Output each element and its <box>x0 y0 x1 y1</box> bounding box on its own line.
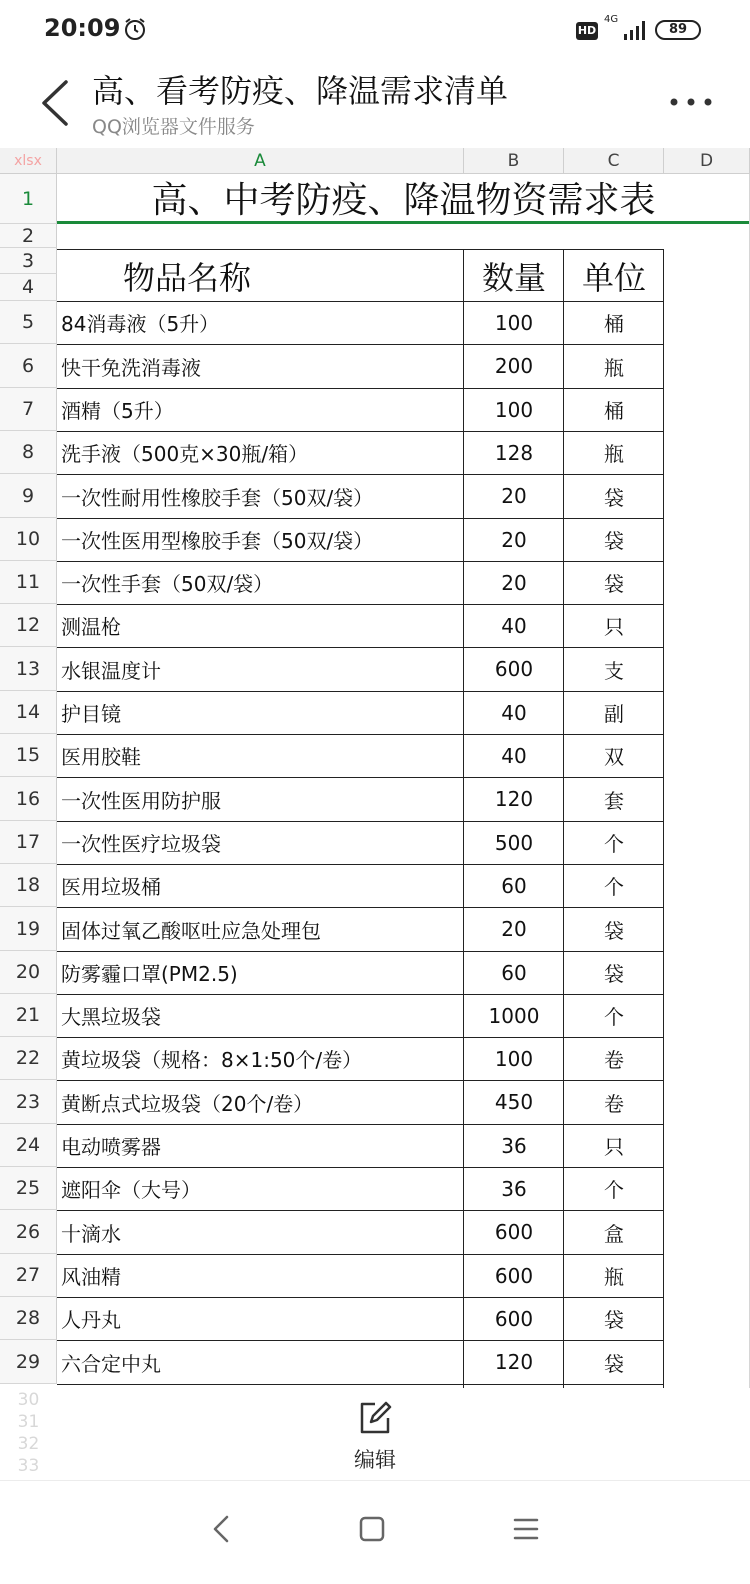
item-name-cell[interactable]: 洗手液（500克×30瓶/箱） <box>61 442 309 466</box>
faded-row-number: 33 <box>17 1456 40 1476</box>
unit-cell[interactable]: 只 <box>604 1135 624 1159</box>
row-header[interactable]: 11 <box>0 561 57 604</box>
quantity-cell[interactable]: 600 <box>494 1220 534 1244</box>
unit-cell[interactable]: 瓶 <box>604 355 624 380</box>
quantity-cell[interactable]: 200 <box>494 354 534 378</box>
quantity-cell[interactable]: 120 <box>494 1350 534 1374</box>
unit-cell[interactable]: 个 <box>604 875 624 899</box>
status-bar <box>0 0 750 60</box>
quantity-cell[interactable]: 20 <box>501 527 527 552</box>
signal-icon <box>622 18 650 42</box>
hd-badge: HD <box>576 22 598 40</box>
quantity-cell[interactable]: 600 <box>494 657 534 681</box>
row-header[interactable]: 26 <box>0 1210 57 1254</box>
column-border <box>463 249 464 1388</box>
page-title: 高、看考防疫、降温需求清单 <box>92 72 509 110</box>
row-header[interactable]: 18 <box>0 864 57 907</box>
nav-home-icon[interactable] <box>352 1509 392 1549</box>
faded-row-number: 30 <box>17 1390 40 1410</box>
quantity-cell[interactable]: 100 <box>494 1046 534 1071</box>
row-border <box>57 301 663 302</box>
row-header[interactable]: 15 <box>0 734 57 777</box>
network-type: 4G <box>604 14 619 25</box>
row-header[interactable]: 23 <box>0 1080 57 1124</box>
quantity-cell[interactable]: 20 <box>501 570 527 595</box>
row-header[interactable]: 28 <box>0 1297 57 1340</box>
quantity-cell[interactable]: 600 <box>494 1306 534 1331</box>
row-header[interactable]: 1 <box>0 174 57 224</box>
header-cell-unit[interactable]: 单位 <box>581 258 646 297</box>
column-border <box>663 249 664 1388</box>
battery-indicator: 89 <box>655 20 701 40</box>
unit-cell[interactable]: 瓶 <box>604 442 624 466</box>
item-name-cell[interactable]: 医用胶鞋 <box>61 745 141 769</box>
item-name-cell[interactable]: 一次性耐用性橡胶手套（50双/袋） <box>61 485 374 510</box>
item-name-cell[interactable]: 电动喷雾器 <box>61 1135 161 1159</box>
row-header[interactable]: 25 <box>0 1167 57 1210</box>
column-header-a[interactable]: A <box>57 148 464 174</box>
row-header[interactable]: 10 <box>0 518 57 561</box>
unit-cell[interactable]: 个 <box>604 1178 624 1202</box>
quantity-cell[interactable]: 600 <box>494 1263 534 1288</box>
item-name-cell[interactable]: 黄断点式垃圾袋（20个/卷） <box>61 1091 314 1116</box>
unit-cell[interactable]: 桶 <box>604 312 624 336</box>
item-name-cell[interactable]: 风油精 <box>61 1265 121 1289</box>
quantity-cell[interactable]: 20 <box>501 484 527 508</box>
column-border <box>563 249 564 1388</box>
quantity-cell[interactable]: 120 <box>494 787 534 811</box>
item-name-cell[interactable]: 六合定中丸 <box>61 1351 161 1376</box>
unit-cell[interactable]: 个 <box>604 1005 624 1029</box>
item-name-cell[interactable]: 护目镜 <box>61 702 121 726</box>
row-header[interactable]: 29 <box>0 1340 57 1384</box>
row-header[interactable]: 22 <box>0 1037 57 1080</box>
quantity-cell[interactable]: 60 <box>501 960 527 985</box>
item-name-cell[interactable]: 人丹丸 <box>61 1308 121 1332</box>
row-header[interactable]: 3 <box>0 248 57 274</box>
unit-cell[interactable]: 袋 <box>604 529 624 553</box>
item-name-cell[interactable]: 一次性医疗垃圾袋 <box>61 832 221 856</box>
nav-back-icon[interactable] <box>202 1509 242 1549</box>
unit-cell[interactable]: 套 <box>604 788 624 813</box>
quantity-cell[interactable]: 450 <box>494 1090 534 1114</box>
item-name-cell[interactable]: 大黑垃圾袋 <box>61 1005 161 1029</box>
row-header[interactable]: 16 <box>0 777 57 821</box>
column-header-c[interactable]: C <box>564 148 664 174</box>
item-name-cell[interactable]: 一次性医用型橡胶手套（50双/袋） <box>61 529 374 553</box>
item-name-cell[interactable]: 医用垃圾桶 <box>61 875 161 899</box>
unit-cell[interactable]: 桶 <box>604 399 624 423</box>
alarm-clock-icon <box>122 16 148 42</box>
item-name-cell[interactable]: 黄垃圾袋（规格：8×1:50个/卷） <box>61 1048 363 1072</box>
unit-cell[interactable]: 瓶 <box>604 1265 624 1289</box>
row-header[interactable]: 17 <box>0 821 57 864</box>
header-cell-name[interactable]: 物品名称 <box>122 258 251 297</box>
back-arrow-icon[interactable] <box>36 78 76 128</box>
unit-cell[interactable]: 袋 <box>604 918 624 943</box>
unit-cell[interactable]: 袋 <box>604 1351 624 1376</box>
row-header[interactable]: 2 <box>0 224 57 248</box>
row-header[interactable]: 4 <box>0 274 57 301</box>
quantity-cell[interactable]: 40 <box>501 743 527 768</box>
unit-cell[interactable]: 卷 <box>604 1091 624 1116</box>
item-name-cell[interactable]: 固体过氧乙酸呕吐应急处理包 <box>61 918 321 943</box>
unit-cell[interactable]: 袋 <box>604 962 624 986</box>
spreadsheet[interactable] <box>0 148 750 1388</box>
quantity-cell[interactable]: 36 <box>501 1133 527 1158</box>
unit-cell[interactable]: 卷 <box>604 1048 624 1072</box>
quantity-cell[interactable]: 40 <box>501 700 527 725</box>
faded-row-number: 32 <box>17 1434 40 1454</box>
system-nav-bar <box>0 1480 750 1584</box>
unit-cell[interactable]: 双 <box>604 745 624 769</box>
item-name-cell[interactable]: 防雾霾口罩(PM2.5) <box>61 962 238 986</box>
item-name-cell[interactable]: 84消毒液（5升） <box>61 312 220 336</box>
quantity-cell[interactable]: 500 <box>494 830 534 855</box>
unit-cell[interactable]: 袋 <box>604 485 624 510</box>
edit-label: 编辑 <box>354 1448 396 1472</box>
unit-cell[interactable]: 副 <box>604 702 624 726</box>
header-cell-qty[interactable]: 数量 <box>481 258 546 297</box>
row-header[interactable]: 13 <box>0 647 57 691</box>
sheet-title-cell[interactable]: 高、中考防疫、降温物资需求表 <box>57 174 750 224</box>
row-header[interactable]: 19 <box>0 907 57 951</box>
row-header[interactable]: 9 <box>0 474 57 518</box>
row-header[interactable]: 21 <box>0 994 57 1037</box>
quantity-cell[interactable]: 1000 <box>488 1003 540 1028</box>
item-name-cell[interactable]: 遮阳伞（大号） <box>61 1178 201 1202</box>
item-name-cell[interactable]: 快干免洗消毒液 <box>61 355 201 380</box>
quantity-cell[interactable]: 40 <box>501 613 527 638</box>
edit-button[interactable] <box>330 1398 420 1478</box>
item-name-cell[interactable]: 酒精（5升） <box>61 399 174 423</box>
quantity-cell[interactable]: 128 <box>494 440 534 465</box>
row-header[interactable]: 12 <box>0 604 57 647</box>
item-name-cell[interactable]: 一次性手套（50双/袋） <box>61 572 274 596</box>
unit-cell[interactable]: 袋 <box>604 572 624 596</box>
column-header-b[interactable]: B <box>464 148 564 174</box>
unit-cell[interactable]: 盒 <box>604 1221 624 1246</box>
quantity-cell[interactable]: 100 <box>494 397 534 422</box>
column-header-d[interactable]: D <box>664 148 750 174</box>
row-header[interactable]: 14 <box>0 691 57 734</box>
unit-cell[interactable]: 支 <box>604 658 624 683</box>
row-header[interactable]: 6 <box>0 344 57 388</box>
page-subtitle: QQ浏览器文件服务 <box>92 116 255 138</box>
row-border <box>57 1384 663 1385</box>
item-name-cell[interactable]: 一次性医用防护服 <box>61 788 221 813</box>
more-dots-icon[interactable] <box>668 96 714 108</box>
row-header[interactable]: 5 <box>0 301 57 344</box>
unit-cell[interactable]: 袋 <box>604 1308 624 1332</box>
quantity-cell[interactable]: 20 <box>501 917 527 941</box>
unit-cell[interactable]: 只 <box>604 615 624 639</box>
status-time: 20:09 <box>44 14 121 42</box>
row-header[interactable]: 20 <box>0 951 57 994</box>
item-name-cell[interactable]: 十滴水 <box>61 1221 121 1246</box>
quantity-cell[interactable]: 100 <box>494 310 534 335</box>
row-header[interactable]: 8 <box>0 431 57 474</box>
unit-cell[interactable]: 个 <box>604 832 624 856</box>
quantity-cell[interactable]: 60 <box>501 873 527 898</box>
edit-icon <box>355 1398 395 1438</box>
row-border <box>57 249 663 250</box>
faded-row-number: 31 <box>17 1412 40 1432</box>
app-header <box>0 60 750 148</box>
row-header[interactable]: 24 <box>0 1124 57 1167</box>
sheet-corner: xlsx <box>0 148 57 174</box>
row-header[interactable]: 7 <box>0 388 57 431</box>
item-name-cell[interactable]: 测温枪 <box>61 615 121 639</box>
item-name-cell[interactable]: 水银温度计 <box>61 658 161 683</box>
quantity-cell[interactable]: 36 <box>501 1176 527 1201</box>
nav-menu-icon[interactable] <box>506 1509 546 1549</box>
row-header[interactable]: 27 <box>0 1254 57 1297</box>
